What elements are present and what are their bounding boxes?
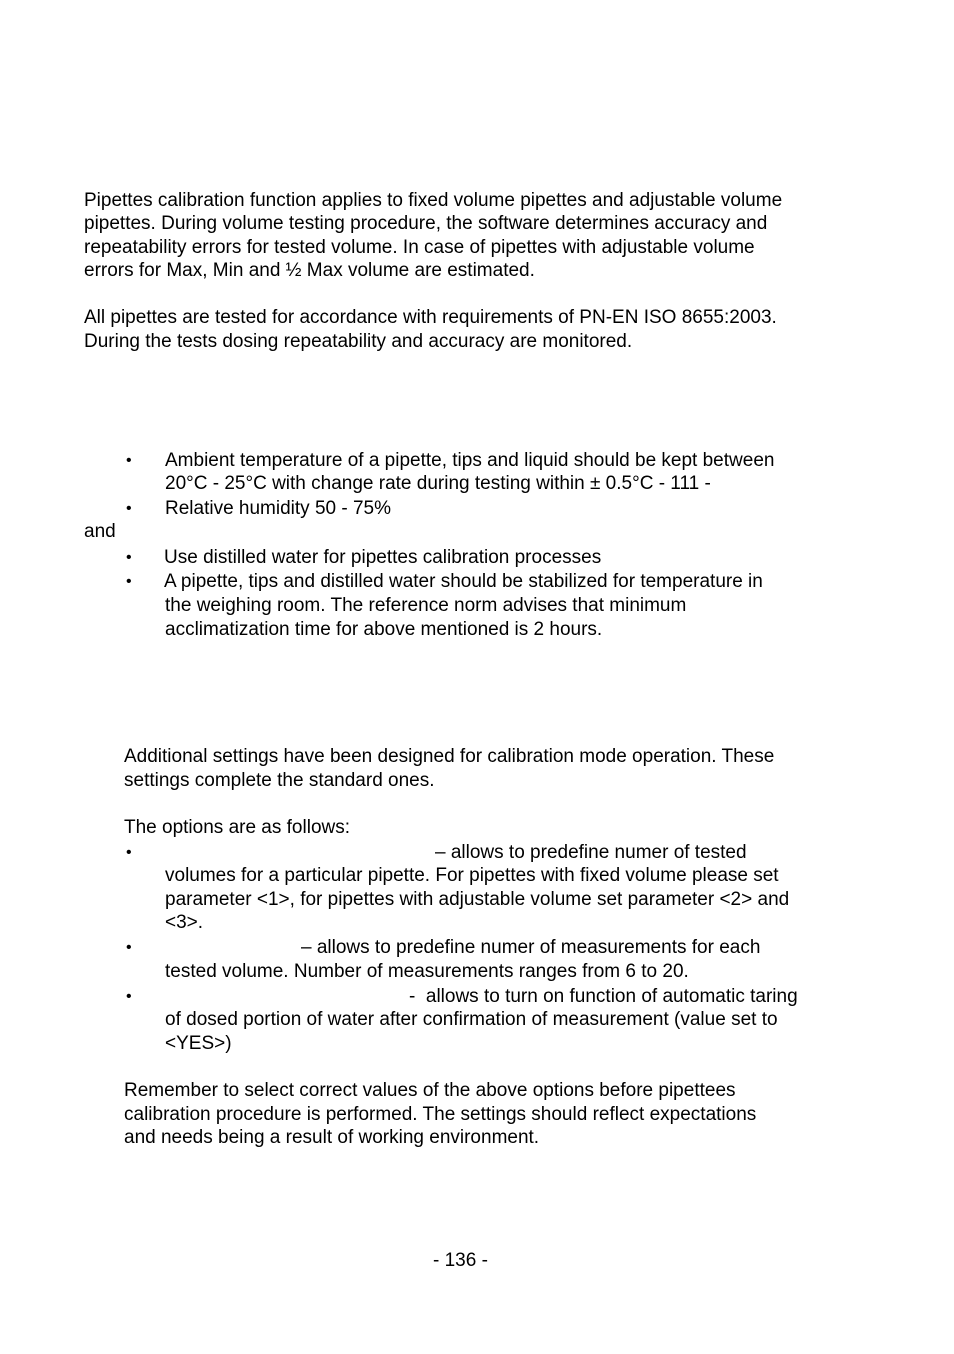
option-description: – allows to predefine numer of tested <box>435 842 747 863</box>
bullet-icon: • <box>126 573 132 590</box>
option-description: volumes for a particular pipette. For pipettes with fixed volume please set <box>165 865 779 886</box>
standard-line: During the tests dosing repeatability and accuracy are monitored. <box>84 331 633 352</box>
settings-intro-line: settings complete the standard ones. <box>124 770 435 791</box>
intro-line: Pipettes calibration function applies to fixed volume pipettes and adjustable volume <box>84 190 783 211</box>
intro-line: pipettes. During volume testing procedure, the software determines accuracy and <box>84 213 768 234</box>
standard-line: All pipettes are tested for accordance with requirements of PN-EN ISO 8655:2003. <box>84 307 777 328</box>
bullet-icon: • <box>126 939 132 956</box>
bullet-icon: • <box>126 988 132 1005</box>
list-item: acclimatization time for above mentioned is 2 hours. <box>165 619 603 640</box>
list-item: Use distilled water for pipettes calibration processes <box>164 547 602 568</box>
intro-line: repeatability errors for tested volume. In case of pipettes with adjustable volume <box>84 237 755 258</box>
intro-line: errors for Max, Min and ½ Max volume are estimated. <box>84 260 535 281</box>
closing-line: Remember to select correct values of the above options before pipettees <box>124 1080 736 1101</box>
option-description: <YES>) <box>165 1033 232 1054</box>
list-item: the weighing room. The reference norm advises that minimum <box>165 595 687 616</box>
list-item: Ambient temperature of a pipette, tips and liquid should be kept between <box>165 450 775 471</box>
and-text: and <box>84 521 116 542</box>
option-description: tested volume. Number of measurements ranges from 6 to 20. <box>165 961 689 982</box>
bullet-icon: • <box>126 452 132 469</box>
closing-line: calibration procedure is performed. The settings should reflect expectations <box>124 1104 757 1125</box>
list-item: 20°C - 25°C with change rate during testing within ± 0.5°C - 111 - <box>165 473 711 494</box>
option-description: parameter <1>, for pipettes with adjustable volume set parameter <2> and <box>165 889 790 910</box>
bullet-icon: • <box>126 500 132 517</box>
option-description: – allows to predefine numer of measurements for each <box>301 937 761 958</box>
option-description: of dosed portion of water after confirmation of measurement (value set to <box>165 1009 778 1030</box>
option-description: - allows to turn on function of automatic taring <box>409 986 798 1007</box>
list-item: A pipette, tips and distilled water should be stabilized for temperature in <box>164 571 763 592</box>
bullet-icon: • <box>126 549 132 566</box>
list-item: Relative humidity 50 - 75% <box>165 498 391 519</box>
bullet-icon: • <box>126 844 132 861</box>
page-number: - 136 - <box>433 1250 488 1271</box>
closing-line: and needs being a result of working environment. <box>124 1127 540 1148</box>
settings-intro-line: Additional settings have been designed for calibration mode operation. These <box>124 746 775 767</box>
options-heading: The options are as follows: <box>124 817 351 838</box>
option-description: <3>. <box>165 912 204 933</box>
